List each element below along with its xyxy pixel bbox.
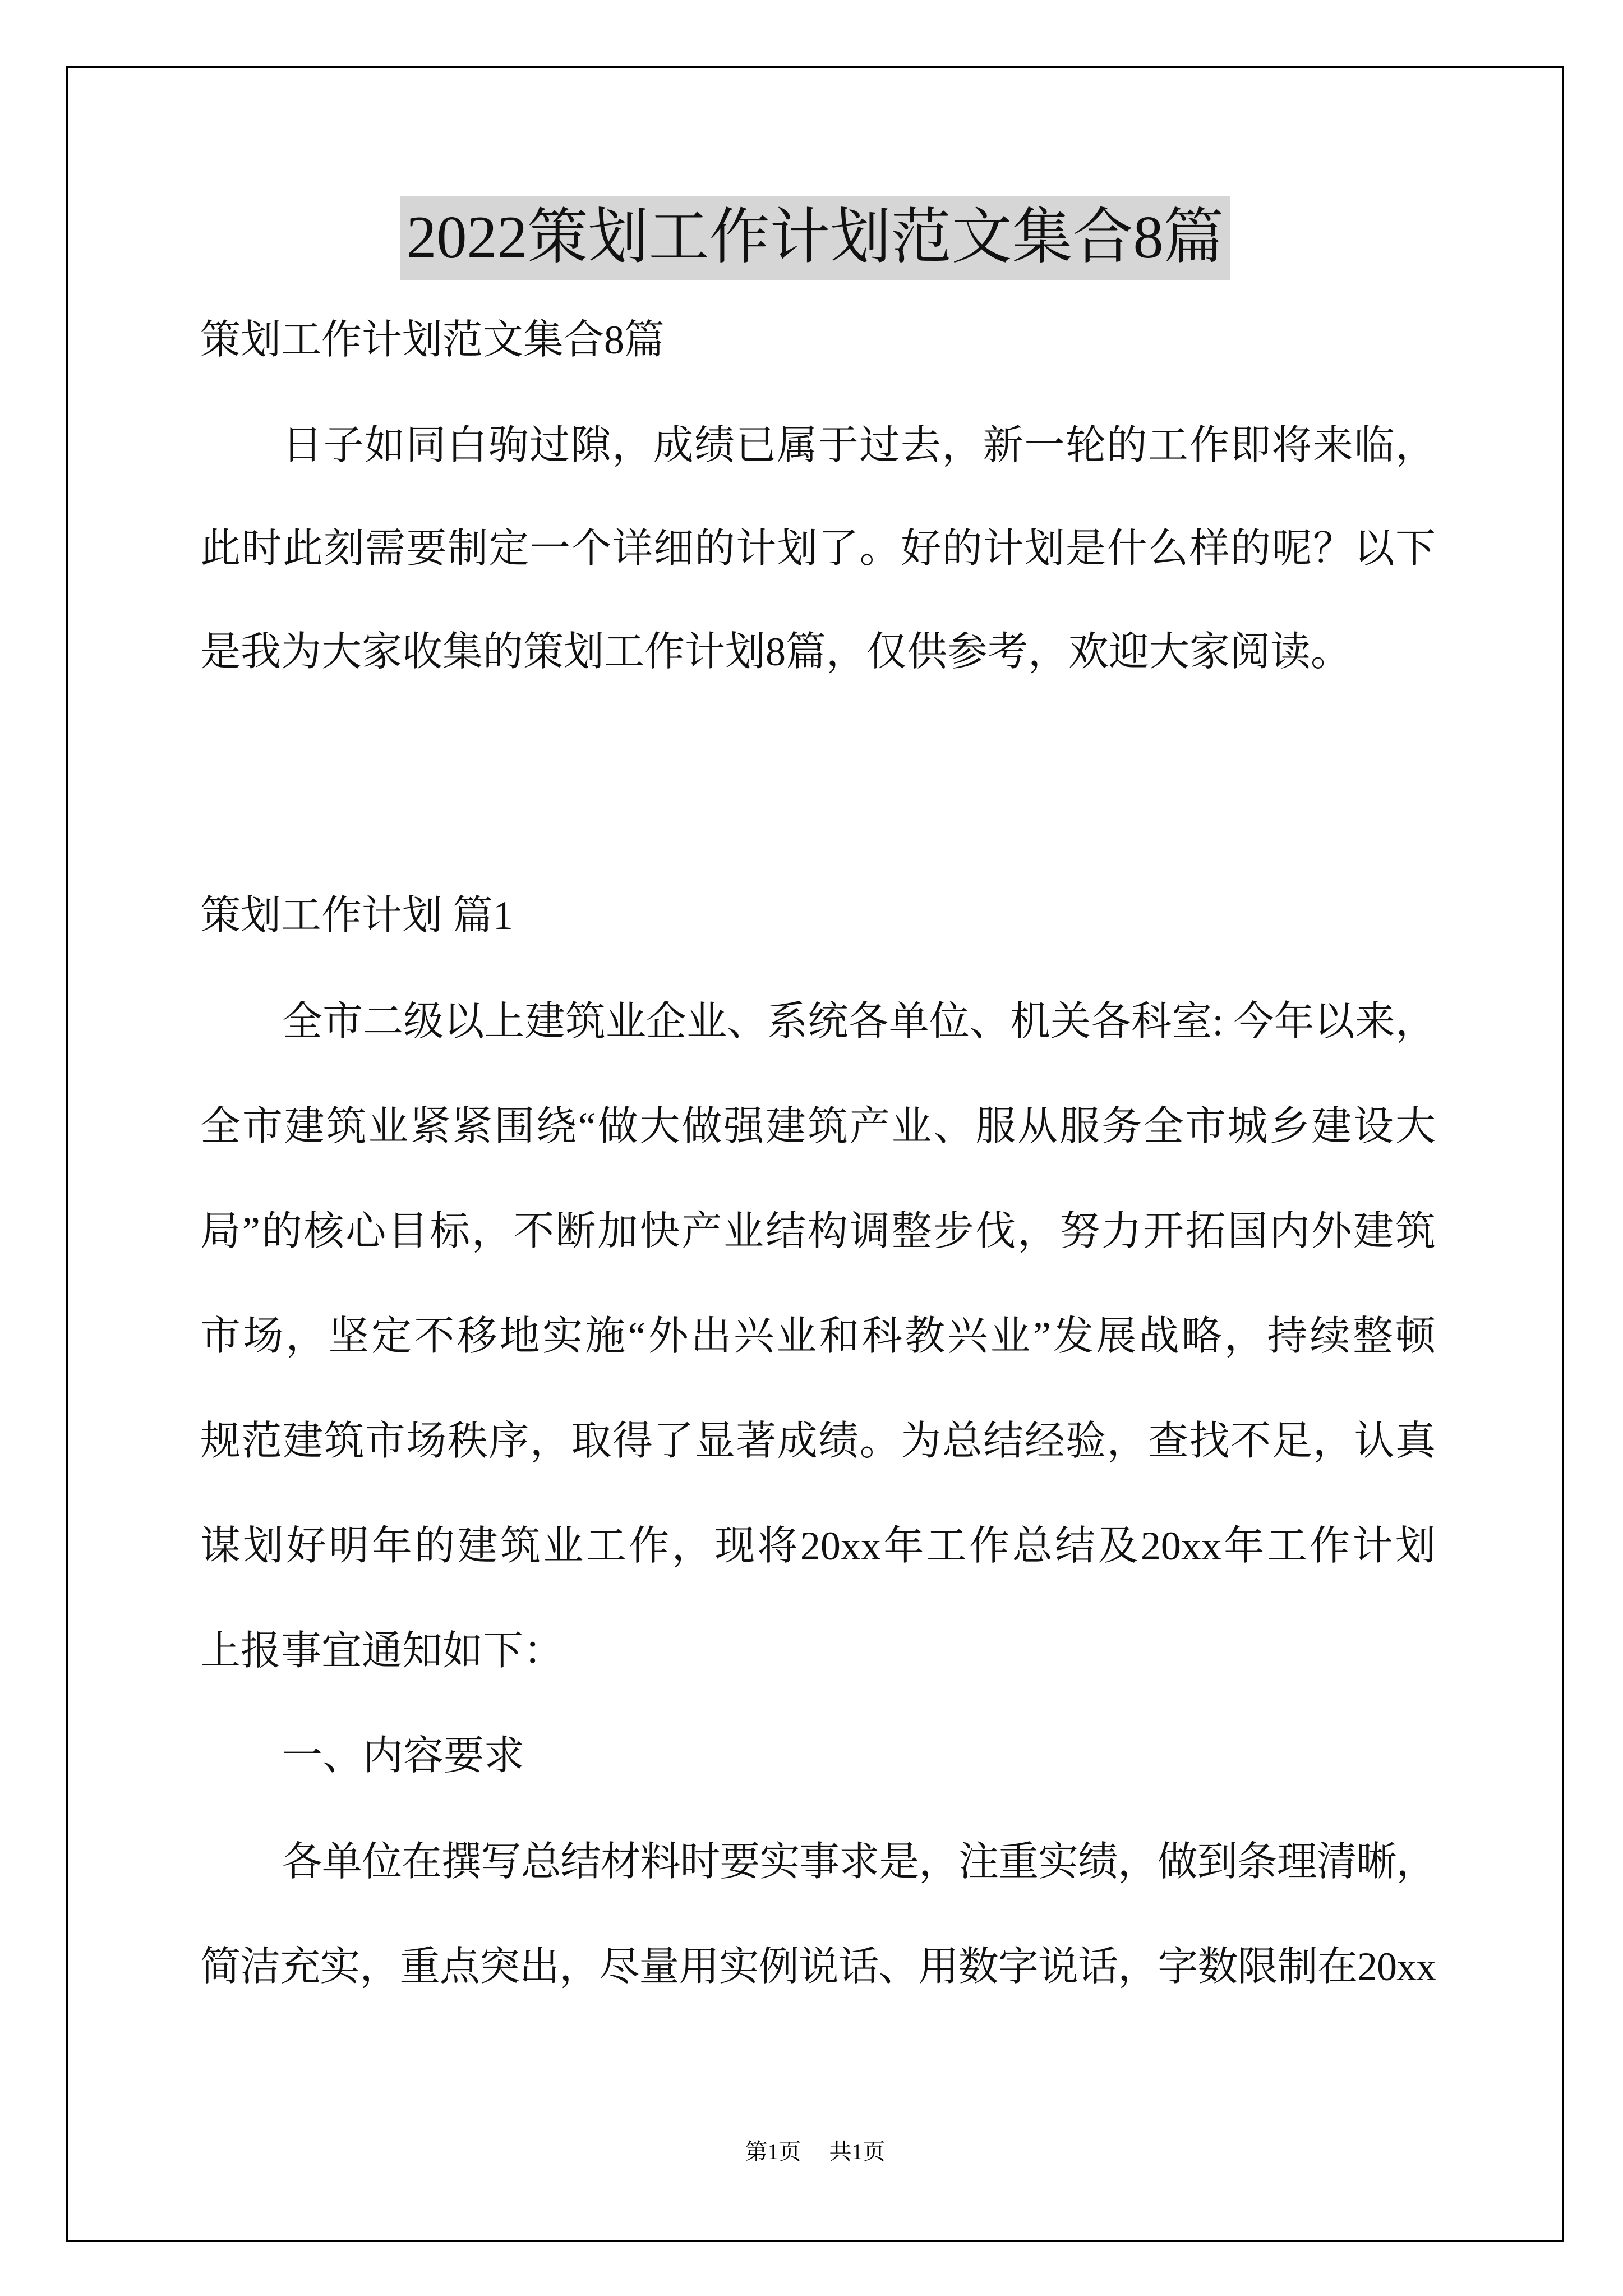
text-line: 简洁充实，重点突出，尽量用实例说话、用数字说话，字数限制在20xx	[200, 1944, 1436, 1989]
section-heading-text: 策划工作计划 篇1	[200, 893, 514, 938]
section-heading	[200, 863, 1436, 968]
subtitle-block	[200, 288, 1436, 393]
section-paragraph	[200, 1810, 1436, 2019]
text-line: 市场，坚定不移地实施“外出兴业和科教兴业”发展战略，持续整顿	[200, 1314, 1436, 1359]
text-line: 全市建筑业紧紧围绕“做大做强建筑产业、服从服务全市城乡建设大	[200, 1104, 1436, 1149]
section-paragraph	[200, 969, 1436, 1704]
text-line: 此时此刻需要制定一个详细的计划了。好的计划是什么样的呢？以下	[200, 526, 1436, 571]
text-line: 是我为大家收集的策划工作计划8篇，仅供参考，欢迎大家阅读。	[200, 629, 1352, 674]
intro-paragraph	[200, 394, 1436, 703]
item-heading-text: 一、内容要求	[282, 1733, 525, 1778]
page-footer	[66, 2137, 1564, 2166]
text-line: 各单位在撰写总结材料时要实事求是，注重实绩，做到条理清晰，	[282, 1839, 1436, 1884]
page-number-label: 第1页 共1页	[745, 2139, 886, 2164]
text-line: 局”的核心目标，不断加快产业结构调整步伐，努力开拓国内外建筑	[200, 1209, 1436, 1254]
text-line: 规范建筑市场秩序，取得了显著成绩。为总结经验，查找不足，认真	[200, 1419, 1436, 1464]
text-line: 日子如同白驹过隙，成绩已属于过去，新一轮的工作即将来临，	[282, 423, 1436, 468]
title-container	[66, 196, 1564, 280]
item-heading	[200, 1704, 1436, 1809]
text-line: 全市二级以上建筑业企业、系统各单位、机关各科室: 今年以来，	[282, 999, 1436, 1044]
document-subtitle: 策划工作计划范文集合8篇	[200, 318, 665, 362]
document-title: 2022策划工作计划范文集合8篇	[400, 196, 1229, 280]
text-line: 上报事宜通知如下：	[200, 1628, 564, 1673]
text-line: 谋划好明年的建筑业工作，现将20xx年工作总结及20xx年工作计划	[200, 1524, 1436, 1568]
